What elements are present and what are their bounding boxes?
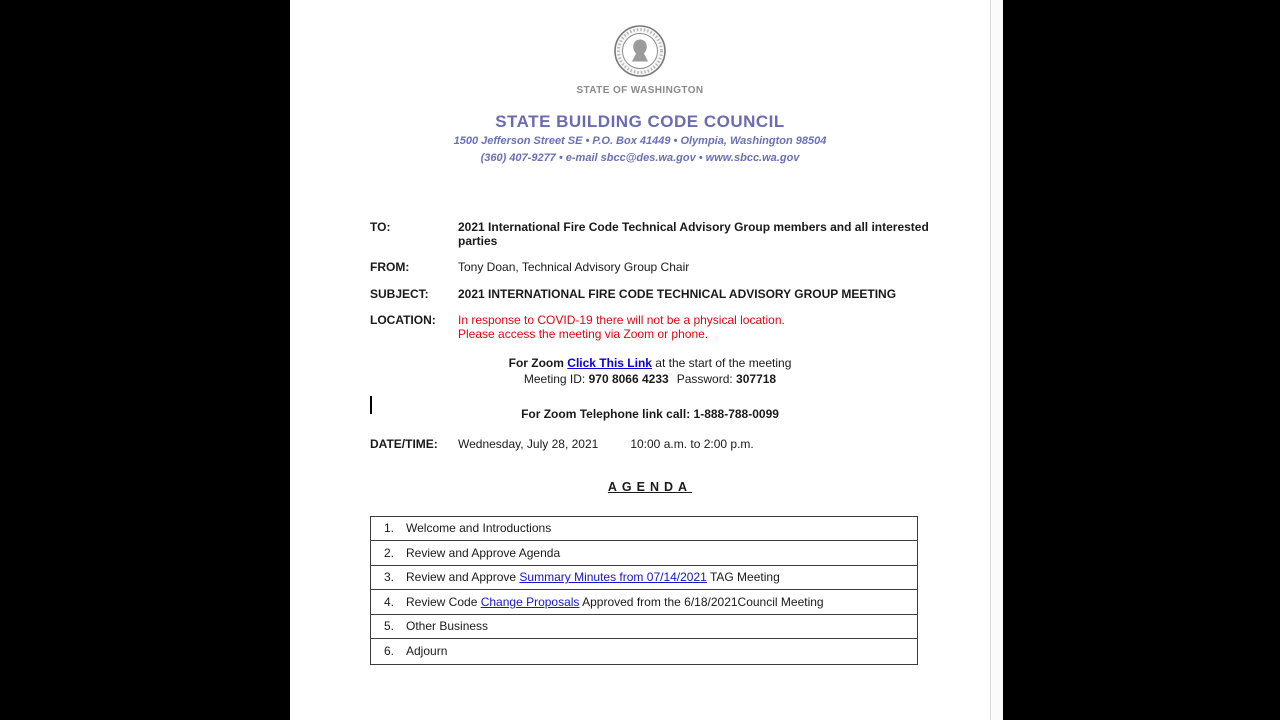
org-address-line1: 1500 Jefferson Street SE • P.O. Box 41449 • Olympia, Washington 98504 — [453, 135, 827, 147]
agenda-item-number: 4. — [384, 594, 395, 609]
datetime-label: DATE/TIME: — [370, 436, 438, 451]
location-label: LOCATION: — [370, 312, 436, 327]
agenda-item-prefix: Review Code — [406, 594, 481, 609]
agenda-item-text: Review and Approve Agenda — [406, 545, 561, 560]
memo-row-subject — [370, 287, 930, 301]
agenda-item-text: Welcome and Introductions — [406, 521, 552, 536]
from-label: FROM: — [370, 259, 410, 274]
subject-label: SUBJECT: — [370, 286, 429, 301]
agenda-item-number: 5. — [384, 619, 395, 634]
location-line1: In response to COVID-19 there will not be a physical location. — [458, 312, 785, 327]
agenda-item-prefix: Review and Approve — [406, 570, 520, 585]
washington-state-seal-icon — [613, 24, 667, 83]
location-value — [458, 313, 930, 341]
agenda-item-text: Adjourn — [406, 644, 448, 659]
org-name: STATE BUILDING CODE COUNCIL — [495, 112, 785, 131]
agenda-item-number: 2. — [384, 545, 395, 560]
memo-row-location — [370, 313, 930, 341]
meeting-id-label: Meeting ID: — [523, 371, 589, 386]
agenda-item-number: 3. — [384, 570, 395, 585]
password-label: Password: — [676, 371, 737, 386]
scrollbar-track[interactable] — [990, 0, 1003, 720]
summary-minutes-link[interactable]: Summary Minutes from 07/14/2021 — [519, 570, 707, 585]
text-cursor — [370, 396, 372, 414]
agenda-row-3 — [371, 566, 917, 591]
agenda-row-2 — [371, 541, 917, 566]
datetime-time: 10:00 a.m. to 2:00 p.m. — [630, 436, 754, 451]
subject-value: 2021 INTERNATIONAL FIRE CODE TECHNICAL ADVISORY GROUP MEETING — [458, 286, 897, 301]
zoom-link-line — [370, 356, 930, 370]
agenda-item-text: Other Business — [406, 619, 489, 634]
to-label: TO: — [370, 219, 391, 234]
datetime-value — [458, 437, 930, 451]
memo-row-from — [370, 260, 930, 274]
change-proposals-link[interactable]: Change Proposals — [480, 594, 580, 609]
seal-caption: STATE OF WASHINGTON — [576, 85, 704, 96]
meeting-id-value: 970 8066 4233 — [588, 371, 669, 386]
meeting-id-line — [370, 372, 930, 386]
to-value: 2021 International Fire Code Technical Advisory Group members and all interested parties — [458, 219, 929, 248]
letterhead — [290, 0, 990, 166]
agenda-row-1 — [371, 517, 917, 542]
agenda-row-4 — [371, 590, 917, 615]
org-address-line2: (360) 407-9277 • e-mail sbcc@des.wa.gov • www.sbcc.wa.gov — [480, 151, 800, 164]
memo-row-datetime — [370, 437, 930, 451]
agenda-item-suffix: TAG Meeting — [706, 570, 780, 585]
agenda-table — [370, 516, 918, 665]
agenda-item-suffix: Approved from the 6/18/2021Council Meeting — [579, 594, 824, 609]
zoom-phone-line: For Zoom Telephone link call: 1-888-788-0099 — [521, 406, 779, 421]
datetime-date: Wednesday, July 28, 2021 — [458, 436, 599, 451]
agenda-title: AGENDA — [607, 479, 693, 494]
location-line2: Please access the meeting via Zoom or phone. — [458, 326, 709, 341]
agenda-row-5 — [371, 615, 917, 640]
document-page — [290, 0, 990, 720]
memo-row-to — [370, 220, 930, 248]
agenda-item-number: 6. — [384, 644, 395, 659]
agenda-item-text — [406, 595, 824, 609]
zoom-suffix: at the start of the meeting — [651, 355, 792, 370]
zoom-meeting-link[interactable]: Click This Link — [567, 355, 652, 370]
zoom-prefix: For Zoom — [508, 355, 568, 370]
agenda-row-6 — [371, 639, 917, 664]
memo-body — [290, 220, 990, 665]
password-value: 307718 — [736, 371, 777, 386]
from-value: Tony Doan, Technical Advisory Group Chair — [458, 259, 690, 274]
agenda-item-number: 1. — [384, 521, 395, 536]
agenda-item-text — [406, 570, 780, 584]
